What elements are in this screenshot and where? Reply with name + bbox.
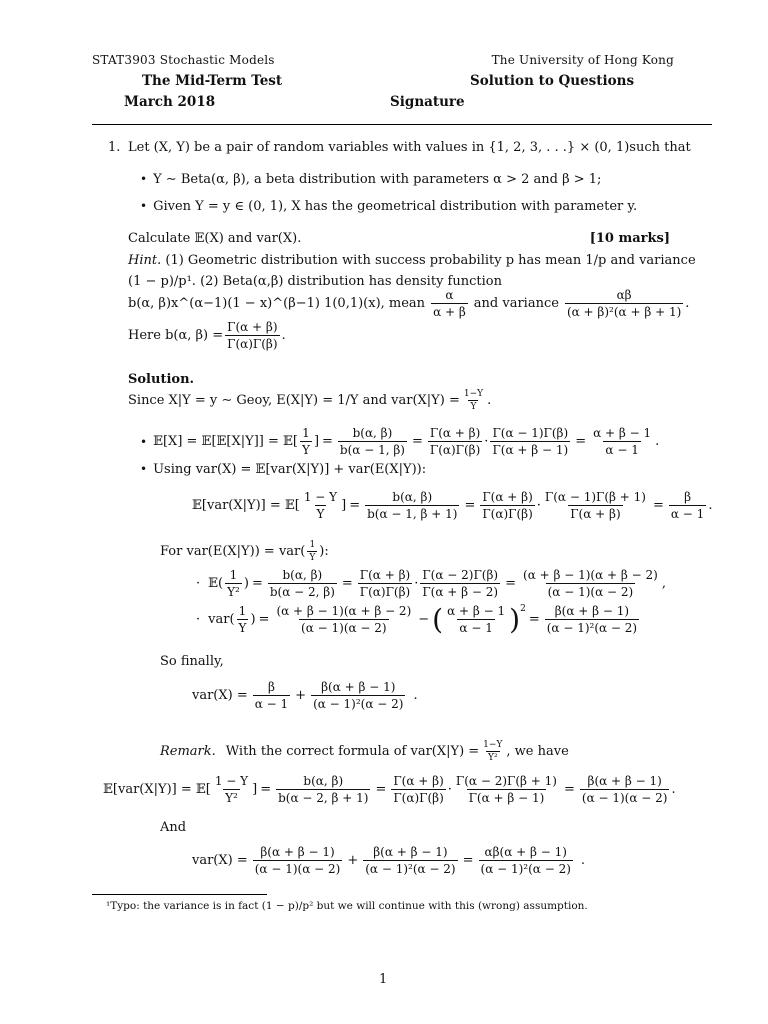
solution-title: Solution to Questions xyxy=(470,73,635,89)
bullet-expectation: • 𝔼[X] = 𝔼[𝔼[X|Y]] = 𝔼[ $\frac{1}{Y}$ ] = $\frac{b(\alpha, \beta)}{b(\alpha - 1, \beta)}$ = $\frac{\Gamma(\alpha + \beta)}{\Gamma(\alpha)\Gamma(\beta)}$ · $\frac{\Gamma(\alpha - 1)\Gamma(\beta)}{\Gamma(\alpha + \beta - 1)}$ = $\frac{\alpha + \beta - 1}{\alpha - 1}$ . xyxy=(140,426,660,457)
so-finally: So finally, xyxy=(160,654,224,669)
question-bullet-2: • Given Y = y ∈ (0, 1), X has the geometrical distribution with parameter y. xyxy=(140,199,638,214)
question-number: 1. xyxy=(108,140,121,155)
header-rule xyxy=(92,124,712,125)
test-title: The Mid-Term Test xyxy=(142,73,283,89)
for-var-line: For var(E(X|Y)) = var( $\frac{1}{Y}$ ): xyxy=(160,540,329,563)
bullet-icon: • xyxy=(140,199,148,213)
hint-line-2: (1 − p)/p¹. (2) Beta(α,β) distribution has density function xyxy=(128,274,502,289)
remark-line: Remark. With the correct formula of var(X|Y) = $\frac{1-Y}{\text{Y²}}$ , we have xyxy=(160,740,569,763)
question-bullet-1: • Y ∼ Beta(α, β), a beta distribution with parameters α > 2 and β > 1; xyxy=(140,172,602,187)
footnote-rule xyxy=(92,894,267,895)
bullet-icon: • xyxy=(140,434,148,449)
varx-final: var(X) = $\frac{\beta}{\alpha - 1}$ + $\frac{\beta(\alpha + \beta - 1)}{\text{(α − 1)²(α − 2)}}$ . xyxy=(192,680,418,711)
question-intro: Let (X, Y) be a pair of random variables with values in {1, 2, 3, . . .} × (0, 1)such that xyxy=(128,140,691,155)
test-date: March 2018 xyxy=(124,94,216,110)
and-label: And xyxy=(160,820,187,835)
hint-line-1: Hint. (1) Geometric distribution with success probability p has mean 1/p and variance xyxy=(128,253,696,268)
e-one-over-y2: · 𝔼( $\frac{1}{\text{Y²}}$ ) = $\frac{b(\alpha, \beta)}{b(\alpha - 2, \beta)}$ = $\frac{\Gamma(\alpha + \beta)}{\Gamma(\alpha)\Gamma(\beta)}$ · $\frac{\Gamma(\alpha - 2)\Gamma(\beta)}{\Gamma(\alpha + \beta - 2)}$ = $\frac{(\alpha + \beta - 1)(\alpha + \beta - 2)}{(\alpha - 1)(\alpha - 2)}$ , xyxy=(196,568,666,599)
bullet-icon: • xyxy=(140,462,148,476)
hint-line-3: b(α, β)x^(α−1)(1 − x)^(β−1) 1(0,1)(x), mean $\frac{\alpha}{\alpha + \beta}$ and variance $\frac{\alpha\beta}{\text{(α + β)²(α + β + 1)}}$ . xyxy=(128,288,690,319)
course-title: STAT3903 Stochastic Models xyxy=(92,53,275,67)
question-marks: [10 marks] xyxy=(589,231,670,246)
remark-varx: var(X) = $\frac{\beta(\alpha + \beta - 1)}{(\alpha - 1)(\alpha - 2)}$ + $\frac{\beta(\alpha + \beta - 1)}{\text{(α − 1)²(α − 2)}}$ = $\frac{\alpha\beta(\alpha + \beta - 1)}{\text{(α − 1)²(α − 2)}}$ . xyxy=(192,845,586,876)
question-task: Calculate 𝔼(X) and var(X). xyxy=(128,231,302,246)
university-name: The University of Hong Kong xyxy=(491,53,674,67)
solution-heading: Solution. xyxy=(128,372,195,387)
var-one-over-y: · var( $\frac{1}{Y}$ ) = $\frac{(\alpha + \beta - 1)(\alpha + \beta - 2)}{(\alpha - 1)(\alpha - 2)}$ − ( $\frac{\alpha + \beta - 1}{\alpha - 1}$ ) $^2$ = $\frac{\beta(\alpha + \beta - 1)}{\text{(α − 1)²(α − 2)}}$ xyxy=(196,602,638,636)
hint-here: Here b(α, β) = $\frac{\Gamma(\alpha + \beta)}{\Gamma(\alpha)\Gamma(\beta)}$ . xyxy=(128,320,286,351)
footnote: ¹Typo: the variance is in fact (1 − p)/p² but we will continue with this (wrong) assumption. xyxy=(106,900,588,912)
solution-since: Since X|Y = y ∼ Geoy, E(X|Y) = 1/Y and var(X|Y) = $\frac{1-Y}{Y}$ . xyxy=(128,389,492,412)
evar-equation: 𝔼[var(X|Y)] = 𝔼[ $\frac{1 - Y}{Y}$ ] = $\frac{b(\alpha, \beta)}{b(\alpha - 1, \beta + 1)}$ = $\frac{\Gamma(\alpha + \beta)}{\Gamma(\alpha)\Gamma(\beta)}$ · $\frac{\Gamma(\alpha - 1)\Gamma(\beta + 1)}{\Gamma(\alpha + \beta)}$ = $\frac{\beta}{\alpha - 1}$ . xyxy=(192,490,713,521)
bullet-variance: • Using var(X) = 𝔼[var(X|Y)] + var(E(X|Y)): xyxy=(140,462,427,477)
signature-label: Signature xyxy=(390,94,465,110)
bullet-icon: • xyxy=(140,172,148,186)
remark-evar: 𝔼[var(X|Y)] = 𝔼[ $\frac{1 - Y}{\text{Y²}}$ ] = $\frac{b(\alpha, \beta)}{b(\alpha - 2, \beta + 1)}$ = $\frac{\Gamma(\alpha + \beta)}{\Gamma(\alpha)\Gamma(\beta)}$ · $\frac{\Gamma(\alpha - 2)\Gamma(\beta + 1)}{\Gamma(\alpha + \beta - 1)}$ = $\frac{\beta(\alpha + \beta - 1)}{(\alpha - 1)(\alpha - 2)}$ . xyxy=(103,774,676,805)
page-number: 1 xyxy=(379,972,388,987)
